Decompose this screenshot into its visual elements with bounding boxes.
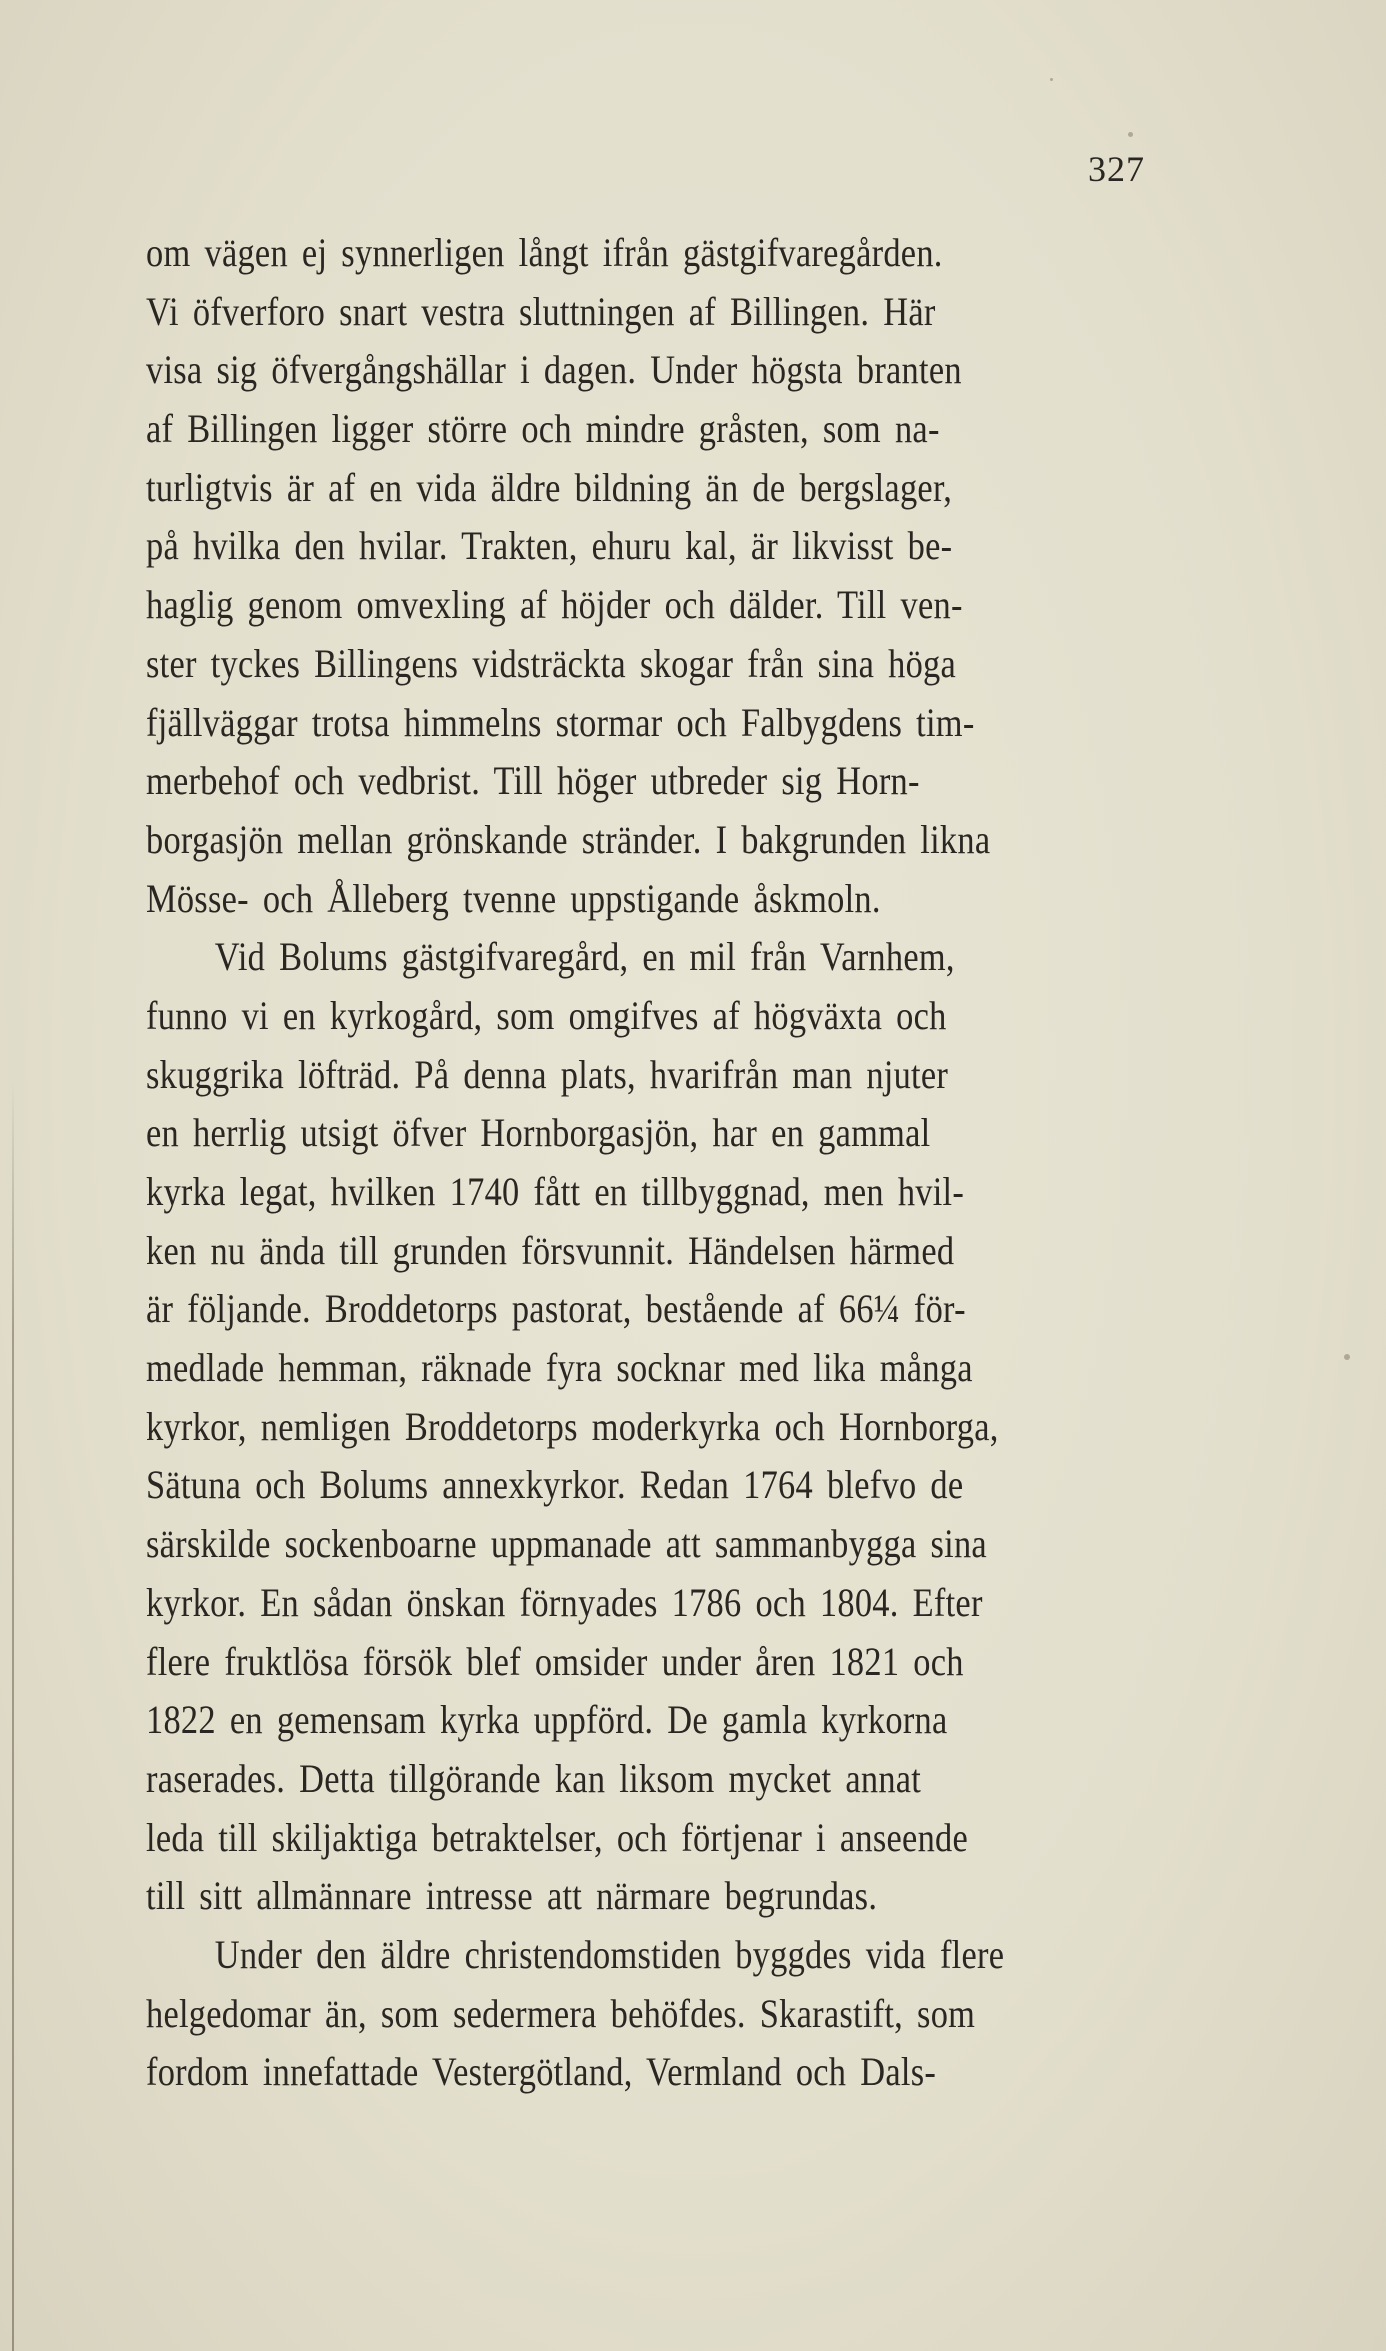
text-line: till sitt allmännare intresse att närmare begrundas. (146, 1873, 878, 1919)
text-line: är följande. Broddetorps pastorat, bestående af 66¼ för- (146, 1286, 966, 1332)
text-line: på hvilka den hvilar. Trakten, ehuru kal, är likvisst be- (146, 523, 953, 569)
text-line: borgasjön mellan grönskande stränder. I bakgrunden likna (146, 816, 991, 862)
text-line: merbehof och vedbrist. Till höger utbreder sig Horn- (146, 758, 920, 804)
text-line: skuggrika löfträd. På denna plats, hvarifrån man njuter (146, 1051, 949, 1097)
text-line: leda till skiljaktiga betraktelser, och förtjenar i anseende (146, 1814, 969, 1860)
text-line: af Billingen ligger större och mindre gråsten, som na- (146, 406, 940, 452)
text-line: 1822 en gemensam kyrka uppförd. De gamla kyrkorna (146, 1697, 948, 1743)
paper-speck (1344, 1354, 1350, 1360)
text-line: Vid Bolums gästgifvaregård, en mil från Varnhem, (214, 934, 955, 980)
text-line: raserades. Detta tillgörande kan liksom mycket annat (146, 1755, 922, 1801)
text-line: helgedomar än, som sedermera behöfdes. Skarastift, som (146, 1990, 976, 2036)
text-line: om vägen ej synnerligen långt ifrån gästgifvaregården. (146, 230, 943, 275)
text-line: medlade hemman, räknade fyra socknar med lika många (146, 1345, 973, 1391)
text-line: visa sig öfvergångshällar i dagen. Under högsta branten (146, 347, 962, 393)
text-line: kyrkor. En sådan önskan förnyades 1786 och 1804. Efter (146, 1579, 983, 1625)
text-line: flere fruktlösa försök blef omsider under åren 1821 och (146, 1638, 964, 1684)
text-line: haglig genom omvexling af höjder och dälder. Till ven- (146, 582, 963, 628)
text-line: kyrka legat, hvilken 1740 fått en tillbyggnad, men hvil- (146, 1169, 965, 1214)
text-line: Sätuna och Bolums annexkyrkor. Redan 1764 blefvo de (146, 1462, 964, 1508)
text-line: Mösse- och Ålleberg tvenne uppstigande åskmoln. (146, 875, 881, 921)
paper-speck (1050, 78, 1053, 81)
body-text (146, 224, 1236, 2102)
text-line: kyrkor, nemligen Broddetorps moderkyrka och Hornborga, (146, 1403, 999, 1449)
text-line: funno vi en kyrkogård, som omgifves af högväxta och (146, 992, 947, 1038)
text-line: turligtvis är af en vida äldre bildning än de bergslager, (146, 464, 953, 510)
text-line: en herrlig utsigt öfver Hornborgasjön, har en gammal (146, 1110, 931, 1156)
text-line: fordom innefattade Vestergötland, Vermland och Dals- (146, 2049, 937, 2095)
page-edge-shadow (12, 1080, 14, 2351)
page-number: 327 (1088, 149, 1145, 189)
text-line: ster tyckes Billingens vidsträckta skogar från sina höga (146, 640, 957, 686)
text-line: fjällväggar trotsa himmelns stormar och Falbygdens tim- (146, 699, 975, 745)
text-line: Under den äldre christendomstiden byggdes vida flere (214, 1931, 1005, 1977)
paper-speck (1128, 132, 1133, 137)
text-line: ken nu ända till grunden försvunnit. Händelsen härmed (146, 1227, 955, 1273)
text-line: särskilde sockenboarne uppmanade att sammanbygga sina (146, 1521, 987, 1567)
text-line: Vi öfverforo snart vestra sluttningen af Billingen. Här (146, 288, 936, 334)
